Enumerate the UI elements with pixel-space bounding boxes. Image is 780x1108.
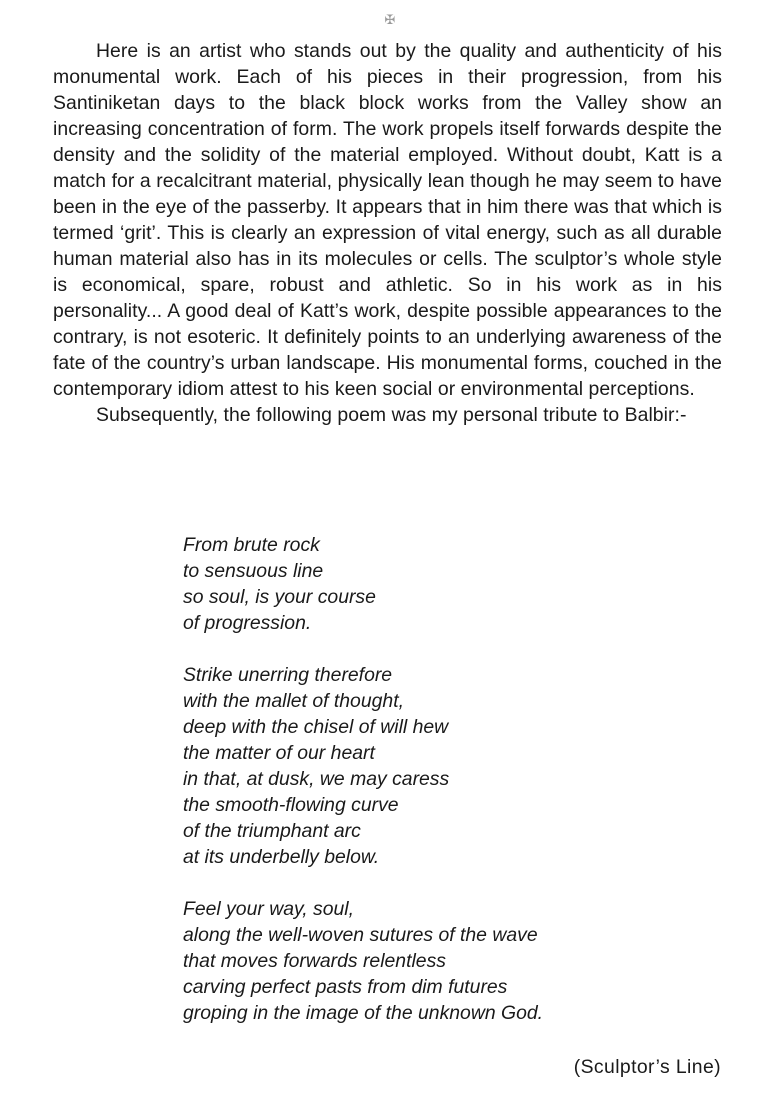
- poem-caption: (Sculptor’s Line): [573, 1056, 721, 1078]
- poem-line: the matter of our heart: [183, 742, 375, 764]
- poem-line: along the well-woven sutures of the wave: [183, 924, 538, 946]
- poem-line: so soul, is your course: [183, 586, 376, 608]
- poem-line: that moves forwards relentless: [183, 950, 446, 972]
- poem-line: Strike unerring therefore: [183, 664, 393, 686]
- poem-stanza-2: [183, 662, 703, 870]
- poem-stanza-1: [183, 532, 703, 636]
- poem-line: with the mallet of thought,: [183, 690, 404, 712]
- poem-line: to sensuous line: [183, 560, 324, 582]
- poem-line: Feel your way, soul,: [183, 898, 354, 920]
- poem-line: the smooth-flowing curve: [183, 794, 399, 816]
- prose-paragraph-artist: Here is an artist who stands out by the quality and authenticity of his monumental work. Each of his pieces in their progression, from his Santiniketan days to the black block works from the Valley show an increasing concentration of form. The work propels itself forwards despite the density and the solidity of the material employed. Without doubt, Katt is a match for a recalcitrant material, physically lean though he may seem to have been in the eye of the passerby. It appears that in him there was that which is termed ‘grit’. This is clearly an expression of vital energy, such as all durable human material also has in its molecules or cells. The sculptor’s whole style is economical, spare, robust and athletic. So in his work as in his personality... A good deal of Katt’s work, despite possible appearances to the contrary, is not esoteric. It definitely points to an underlying awareness of the fate of the country’s urban landscape. His monumental forms, couched in the contemporary idiom attest to his keen social or environmental perceptions.: [53, 40, 722, 400]
- poem-line: at its underbelly below.: [183, 846, 380, 868]
- page-ornament-icon: ✠: [384, 12, 396, 27]
- poem-line: groping in the image of the unknown God.: [183, 1002, 544, 1024]
- poem-line: carving perfect pasts from dim futures: [183, 976, 508, 998]
- poem-line: From brute rock: [183, 534, 320, 556]
- poem-line: deep with the chisel of will hew: [183, 716, 449, 738]
- poem-line: of progression.: [183, 612, 312, 634]
- poem: [183, 532, 703, 1052]
- prose-section: [53, 38, 722, 428]
- poem-stanza-3: [183, 896, 703, 1026]
- prose-paragraph-tribute: Subsequently, the following poem was my personal tribute to Balbir:-: [96, 404, 687, 426]
- poem-line: in that, at dusk, we may caress: [183, 768, 450, 790]
- poem-line: of the triumphant arc: [183, 820, 361, 842]
